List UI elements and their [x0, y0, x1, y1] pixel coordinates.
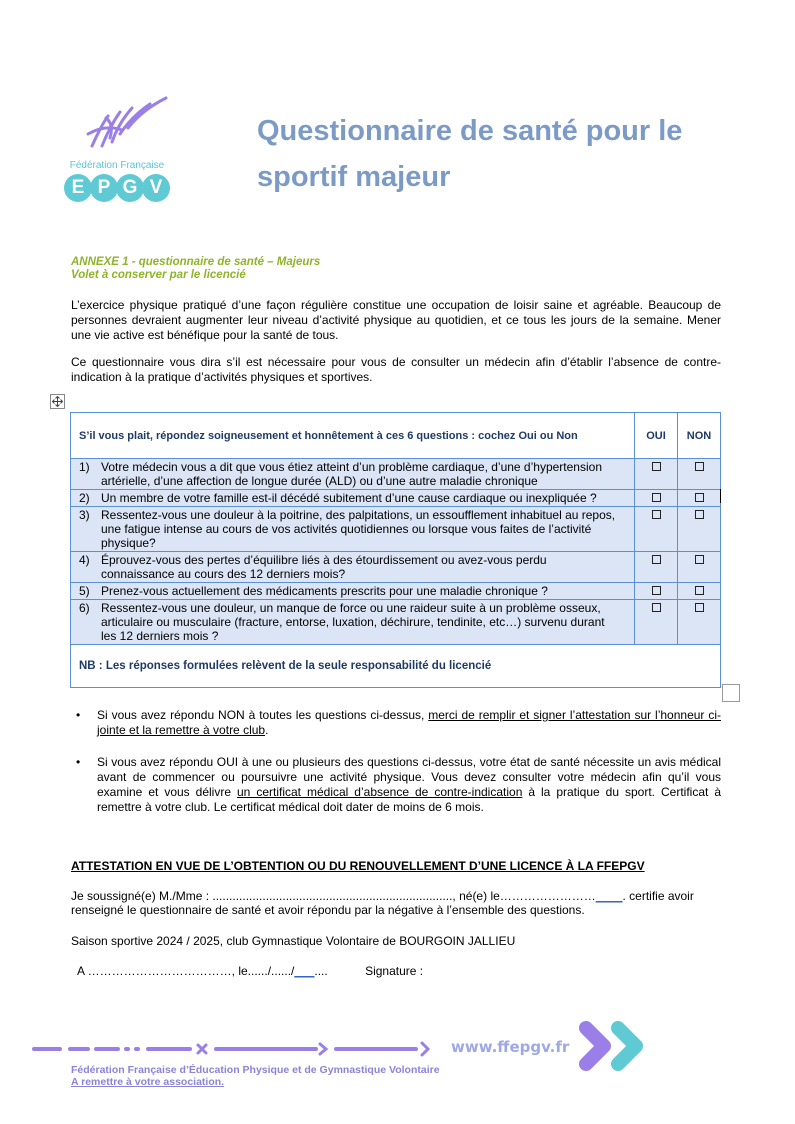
oui-checkbox[interactable]: [652, 493, 661, 502]
table-row: [71, 507, 721, 552]
attestation-title: ATTESTATION EN VUE DE L’OBTENTION OU DU RENOUVELLEMENT D’UNE LICENCE À LA FFEPGV: [71, 859, 645, 873]
lieu-date-text: ....: [314, 964, 328, 978]
move-arrows-icon: [52, 396, 63, 407]
column-non: NON: [678, 413, 721, 459]
logo-letters: [64, 174, 168, 202]
signature-label: Signature :: [365, 964, 424, 978]
year-field[interactable]: ___: [294, 964, 315, 978]
lieu-date-text: A ………………………………, le....../....../: [77, 964, 295, 978]
question-number: 2): [79, 491, 90, 505]
bullet-dot-icon: •: [76, 755, 81, 769]
footer-remettre-note: A remettre à votre association.: [71, 1076, 225, 1088]
table-row: [71, 459, 721, 490]
logo-letter: E: [64, 174, 92, 202]
page-title: Questionnaire de santé pour le sportif majeur: [257, 115, 683, 193]
oui-checkbox[interactable]: [652, 603, 661, 612]
question-text: Un membre de votre famille est-il décédé subitement d’une cause cardiaque ou inexpliquée ?: [101, 491, 597, 505]
bullet-text: Si vous avez répondu OUI à une ou plusieurs des questions ci-dessus, votre état de santé nécessite un avis médical avant de commencer ou poursuivre une activité physique. Vous devez consulter votre médecin afin qu’il vous examine et vous délivre: [97, 755, 721, 799]
non-checkbox[interactable]: [695, 493, 704, 502]
epgv-logo: [62, 94, 182, 212]
saison-line: Saison sportive 2024 / 2025, club Gymnastique Volontaire de BOURGOIN JALLIEU: [71, 934, 516, 948]
non-checkbox[interactable]: [695, 510, 704, 519]
non-checkbox[interactable]: [695, 586, 704, 595]
non-checkbox[interactable]: [695, 603, 704, 612]
bullet-non: [76, 708, 721, 738]
question-text: Prenez-vous actuellement des médicaments prescrits pour une maladie chronique ?: [101, 584, 548, 598]
annexe-heading: [71, 256, 731, 282]
health-questionnaire-table: [70, 412, 721, 688]
question-text: Votre médecin vous a dit que vous étiez atteint d’un problème cardiaque, d’une d’hypertension artérielle, d’une affection de longue durée (ALD) ou d’une autre maladie chronique: [101, 460, 602, 488]
table-move-handle-icon[interactable]: [50, 394, 65, 409]
declaration-text: Je soussigné(e) M./Mme : ........................................................................, né(e) le……………………: [71, 889, 596, 903]
attestation-declaration: [71, 889, 721, 917]
logo-letter: V: [142, 174, 170, 202]
non-checkbox[interactable]: [695, 462, 704, 471]
table-row: [71, 583, 721, 600]
oui-checkbox[interactable]: [652, 555, 661, 564]
question-text: Ressentez-vous une douleur, un manque de force ou une raideur suite à un problème osseux, articulaire ou musculaire (fracture, entorse, luxation, déchirure, tendinite, etc…) survenu durant les 12 derniers mois ?: [101, 601, 605, 643]
intro-paragraph-1: L’exercice physique pratiqué d’une façon régulière constitue une occupation de loisir saine et agréable. Beaucoup de personnes devraient augmenter leur niveau d’activité physique au quotidien, et ce tous les jours de la semaine. Mener une vie active est bénéfique pour la santé de tous.: [71, 298, 721, 342]
bullet-underlined-text: merci de remplir et signer l’attestation sur l’honneur ci-jointe et la remettre à votre club: [97, 708, 721, 737]
footer-website-link[interactable]: www.ffepgv.fr: [451, 1038, 570, 1056]
footer-federation-name: Fédération Française d’Éducation Physique et de Gymnastique Volontaire: [71, 1064, 440, 1076]
question-number: 1): [79, 460, 90, 474]
date-field[interactable]: ____: [595, 889, 623, 903]
annexe-line-2: Volet à conserver par le licencié: [71, 269, 246, 281]
question-number: 4): [79, 553, 90, 567]
question-number: 5): [79, 584, 90, 598]
bullet-dot-icon: •: [76, 708, 81, 722]
bullet-text: Si vous avez répondu NON à toutes les questions ci-dessus,: [97, 708, 429, 722]
table-row: [71, 552, 721, 583]
table-header-instruction: S’il vous plait, répondez soigneusement et honnêtement à ces 6 questions : cochez Oui ou Non: [71, 413, 635, 459]
logo-letter: P: [90, 174, 118, 202]
gymnast-figure-icon: [62, 94, 172, 164]
oui-checkbox[interactable]: [652, 510, 661, 519]
nb-note: NB : Les réponses formulées relèvent de la seule responsabilité du licencié: [71, 645, 721, 688]
question-text: Ressentez-vous une douleur à la poitrine, des palpitations, un essoufflement inhabituel au repos, une fatigue intense au cours de vos activités quotidiennes ou lorsque vous faites de l’activité physique?: [101, 508, 616, 550]
question-number: 6): [79, 601, 90, 615]
table-row: [71, 600, 721, 645]
lieu-date-line: [77, 964, 727, 978]
annexe-line-1: ANNEXE 1 - questionnaire de santé – Majeurs: [71, 256, 321, 268]
bullet-text: à la pratique du sport. Certificat à remettre à votre club. Le certificat médical doit dater de moins de 6 mois.: [97, 785, 721, 814]
oui-checkbox[interactable]: [652, 586, 661, 595]
intro-paragraph-2: Ce questionnaire vous dira s’il est nécessaire pour vous de consulter un médecin afin d’établir l’absence de contre-indication à la pratique d’activités physiques et sportives.: [71, 355, 721, 384]
declaration-text: . certifie avoir renseigné le questionnaire de santé et avoir répondu par la négative à l’ensemble des questions.: [71, 889, 694, 917]
non-checkbox[interactable]: [695, 555, 704, 564]
bullet-text: .: [265, 723, 269, 737]
table-nb-row: [71, 645, 721, 688]
column-oui: OUI: [635, 413, 678, 459]
table-resize-handle[interactable]: [722, 684, 740, 702]
logo-letter: G: [116, 174, 144, 202]
bullet-oui: [76, 755, 721, 815]
bullet-underlined-text: un certificat médical d’absence de contre-indication: [236, 785, 523, 799]
question-number: 3): [79, 508, 90, 522]
oui-checkbox[interactable]: [652, 462, 661, 471]
text-cursor: [720, 489, 721, 503]
table-header-row: [71, 413, 721, 459]
table-row: [71, 490, 721, 507]
logo-federation-text: Fédération Française: [69, 160, 165, 171]
question-text: Éprouvez-vous des pertes d’équilibre liés à des étourdissement ou avez-vous perdu connaissance au cours des 12 derniers mois?: [101, 553, 547, 581]
